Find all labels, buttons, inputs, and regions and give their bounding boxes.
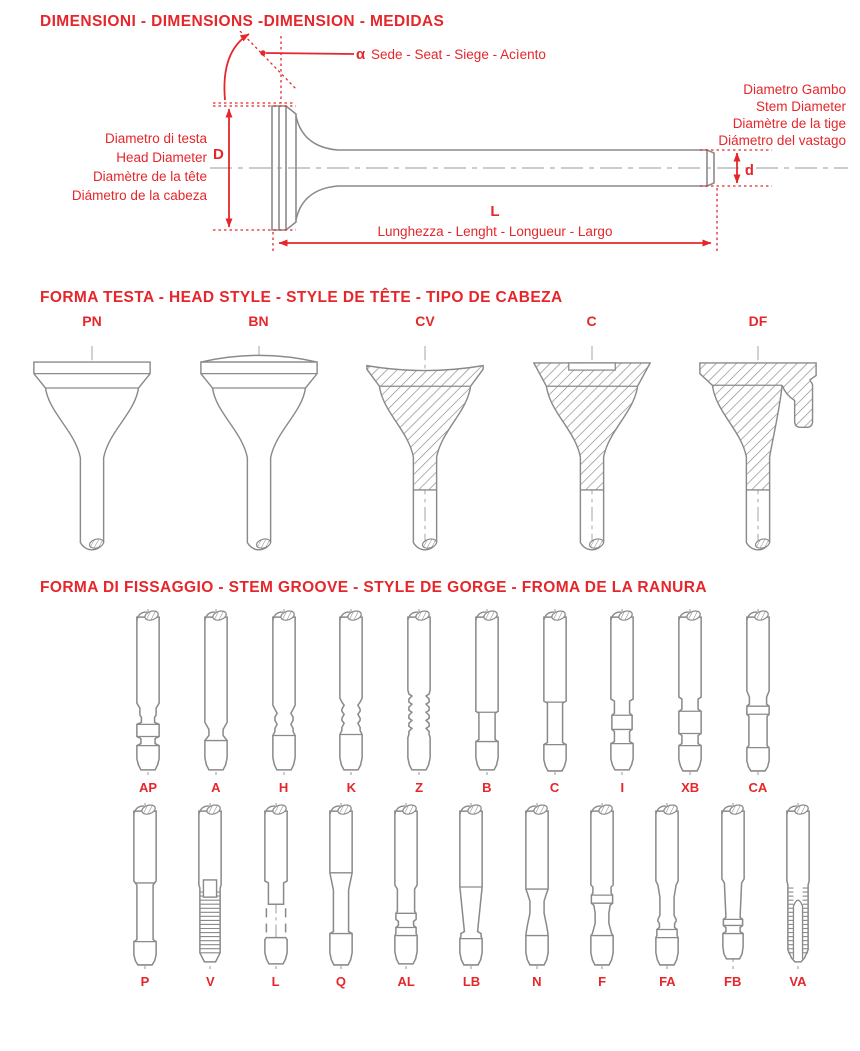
stem-figure-k <box>328 607 374 795</box>
stem-figure-drawing <box>187 801 233 971</box>
stem-figure-label: AL <box>397 974 415 989</box>
stem-figure-drawing <box>318 801 364 971</box>
stem-figure-fa <box>644 801 690 989</box>
stem-figure-drawing <box>383 801 429 971</box>
head-style-label: C <box>586 313 597 329</box>
stem-figure-b <box>464 607 510 795</box>
stem-figure-n <box>514 801 560 989</box>
stem-figure-drawing <box>125 607 171 777</box>
stem-figure-al <box>383 801 429 989</box>
stem-figure-z <box>396 607 442 795</box>
stem-figure-label: XB <box>681 780 700 795</box>
stem-figure-v <box>187 801 233 989</box>
stem-figure-ca <box>735 607 781 795</box>
stem-figure-lb <box>448 801 494 989</box>
stem-figure-p <box>122 801 168 989</box>
stem-figure-q <box>318 801 364 989</box>
stem-figure-label: AP <box>138 780 158 795</box>
head-style-figure-pn <box>16 331 168 563</box>
seat-angle-arc <box>224 34 249 100</box>
stem-groove-row-2 <box>0 795 860 989</box>
stem-figure-drawing <box>775 801 821 971</box>
stem-figure-drawing <box>328 607 374 777</box>
stem-figure-label: VA <box>789 974 807 989</box>
stem-figure-drawing <box>122 801 168 971</box>
stem-diameter-line-2: Stem Diameter <box>755 99 846 114</box>
head-style-title: FORMA TESTA - HEAD STYLE - STYLE DE TÊTE - TIPO DE CABEZA <box>40 289 563 306</box>
stem-figure-label: L <box>271 974 280 989</box>
stem-figure-drawing <box>253 801 299 971</box>
head-style-figure-df <box>682 331 834 563</box>
stem-figure-drawing <box>448 801 494 971</box>
dim-D-label: D <box>213 146 224 163</box>
head-style-item-df <box>680 313 836 563</box>
stem-figure-drawing <box>464 607 510 777</box>
head-style-row <box>0 307 860 563</box>
stem-figure-label: CA <box>748 780 768 795</box>
stem-figure-i <box>599 607 645 795</box>
stem-figure-drawing <box>261 607 307 777</box>
stem-figure-label: B <box>482 780 492 795</box>
stem-figure-drawing <box>514 801 560 971</box>
head-diameter-line-2: Head Diameter <box>116 150 207 165</box>
dim-L-label: L <box>490 203 500 220</box>
stem-figure-label: K <box>346 780 356 795</box>
head-diameter-line-1: Diametro di testa <box>104 131 207 146</box>
stem-figure-h <box>261 607 307 795</box>
stem-figure-drawing <box>532 607 578 777</box>
head-style-label: CV <box>415 313 435 329</box>
head-style-item-c <box>514 313 670 563</box>
head-style-figure-c <box>516 331 668 563</box>
dimensions-diagram <box>0 31 860 259</box>
head-diameter-line-3: Diamètre de la tête <box>92 169 207 184</box>
stem-figure-drawing <box>193 607 239 777</box>
seat-label: Sede - Seat - Siege - Acìento <box>371 47 546 62</box>
head-style-item-bn <box>181 313 337 563</box>
stem-figure-label: I <box>620 780 625 795</box>
length-label: Lunghezza - Lenght - Longueur - Largo <box>377 224 613 239</box>
stem-figure-label: N <box>532 974 542 989</box>
stem-figure-xb <box>667 607 713 795</box>
stem-figure-drawing <box>599 607 645 777</box>
stem-figure-label: A <box>211 780 221 795</box>
stem-figure-fb <box>710 801 756 989</box>
head-style-item-pn <box>14 313 170 563</box>
stem-figure-label: F <box>598 974 607 989</box>
stem-figure-label: Z <box>415 780 424 795</box>
stem-figure-drawing <box>667 607 713 777</box>
stem-figure-label: LB <box>462 974 481 989</box>
stem-diameter-line-1: Diametro Gambo <box>743 82 846 97</box>
head-style-item-cv <box>347 313 503 563</box>
stem-diameter-line-3: Diamètre de la tige <box>732 116 846 131</box>
stem-figure-ap <box>125 607 171 795</box>
dimensions-title: DIMENSIONI - DIMENSIONS -DIMENSION - MEDIDAS <box>40 13 445 30</box>
head-style-figure-cv <box>349 331 501 563</box>
dim-d-label: d <box>745 163 754 179</box>
stem-groove-title: FORMA DI FISSAGGIO - STEM GROOVE - STYLE DE GORGE - FROMA DE LA RANURA <box>40 579 707 596</box>
stem-figure-label: FB <box>724 974 742 989</box>
stem-figure-l <box>253 801 299 989</box>
stem-figure-label: FA <box>659 974 676 989</box>
stem-figure-va <box>775 801 821 989</box>
stem-groove-row-1 <box>0 597 860 795</box>
head-style-label: DF <box>748 313 768 329</box>
head-diameter-line-4: Diámetro de la cabeza <box>71 188 207 203</box>
stem-figure-drawing <box>396 607 442 777</box>
stem-figure-drawing <box>644 801 690 971</box>
seat-leader-dot <box>260 50 265 55</box>
stem-figure-label: Q <box>335 974 346 989</box>
head-style-label: PN <box>82 313 102 329</box>
stem-figure-label: P <box>140 974 150 989</box>
stem-figure-drawing <box>579 801 625 971</box>
stem-figure-label: H <box>278 780 289 795</box>
stem-figure-drawing <box>735 607 781 777</box>
alpha-label: α <box>356 46 366 63</box>
stem-figure-f <box>579 801 625 989</box>
stem-figure-a <box>193 607 239 795</box>
stem-diameter-line-4: Diámetro del vastago <box>718 133 846 148</box>
head-style-figure-bn <box>183 331 335 563</box>
head-style-label: BN <box>248 313 269 329</box>
stem-figure-label: C <box>549 780 560 795</box>
stem-figure-c <box>532 607 578 795</box>
stem-figure-drawing <box>710 801 756 971</box>
stem-figure-label: V <box>205 974 215 989</box>
